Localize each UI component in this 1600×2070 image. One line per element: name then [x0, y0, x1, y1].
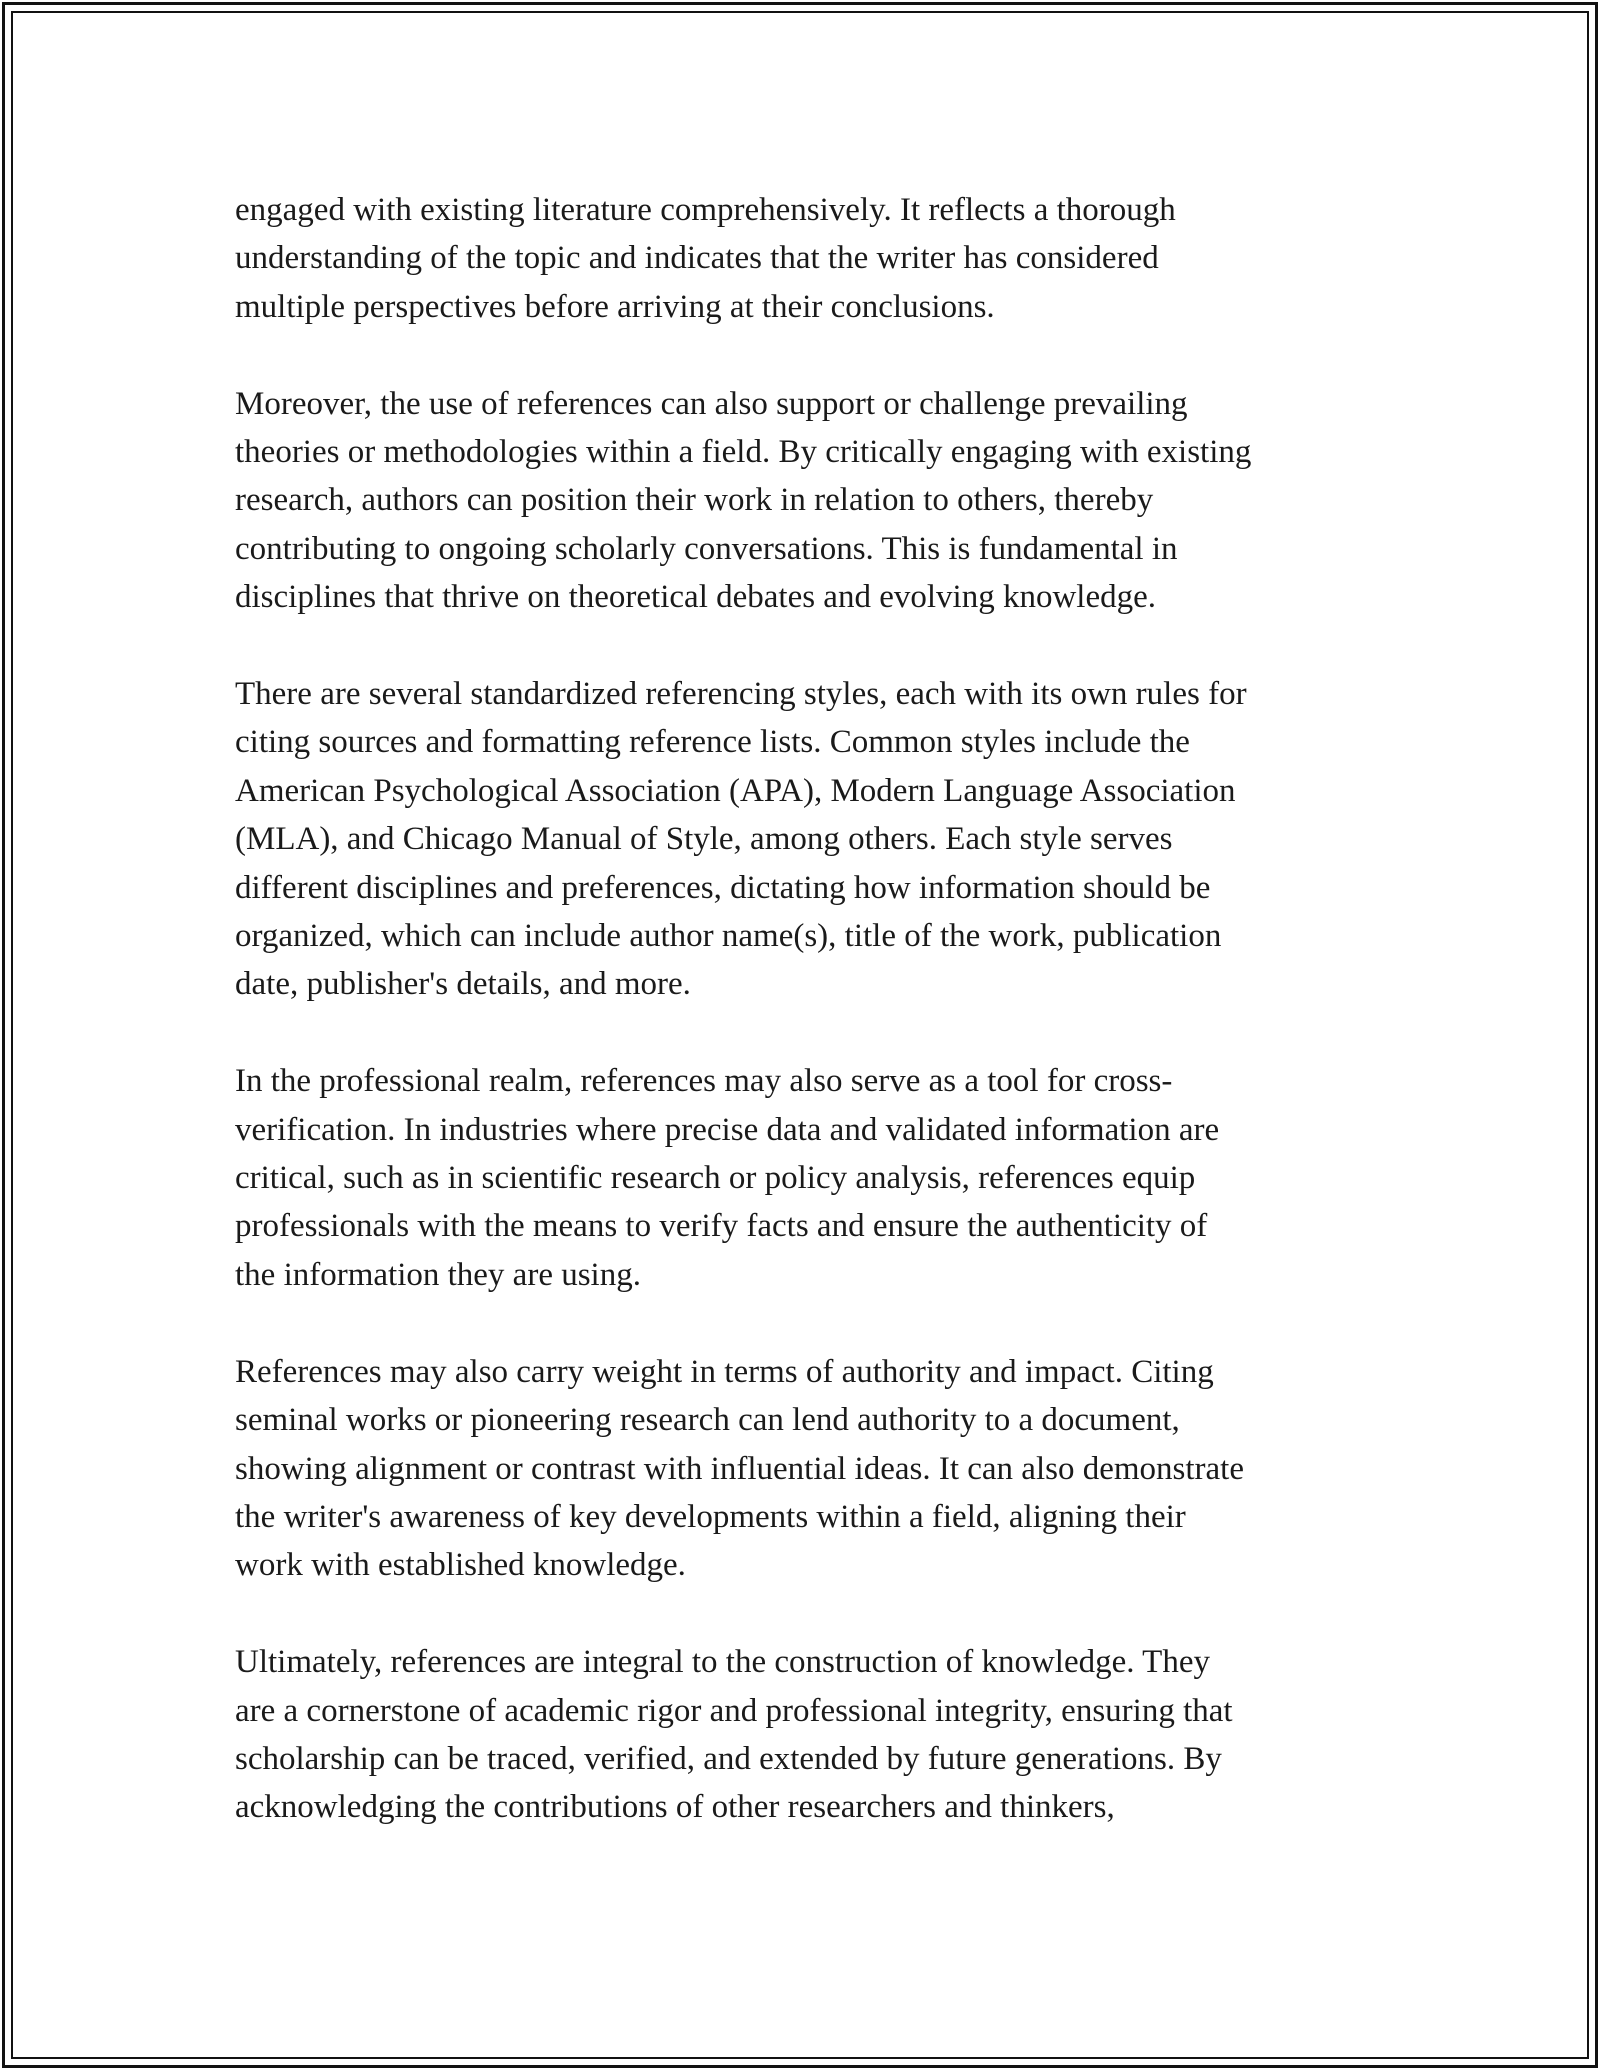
- paragraph-3: [235, 670, 1405, 1009]
- text-line: References may also carry weight in terms of authority and impact. Citing: [235, 1353, 1214, 1390]
- text-line: contributing to ongoing scholarly conversations. This is fundamental in: [235, 530, 1178, 567]
- text-line: seminal works or pioneering research can lend authority to a document,: [235, 1402, 1180, 1439]
- text-line: different disciplines and preferences, dictating how information should be: [235, 869, 1211, 906]
- text-line: showing alignment or contrast with influential ideas. It can also demonstrate: [235, 1450, 1244, 1487]
- text-line: professionals with the means to verify facts and ensure the authenticity of: [235, 1208, 1208, 1245]
- paragraph-4: [235, 1057, 1405, 1299]
- text-line: Moreover, the use of references can also support or challenge prevailing: [235, 385, 1188, 422]
- text-line: theories or methodologies within a field. By critically engaging with existing: [235, 434, 1252, 471]
- paragraph-2: [235, 380, 1405, 622]
- document-body: [235, 186, 1405, 1880]
- text-line: (MLA), and Chicago Manual of Style, among others. Each style serves: [235, 821, 1173, 858]
- paragraph-5: [235, 1348, 1405, 1590]
- text-line: scholarship can be traced, verified, and extended by future generations. By: [235, 1740, 1222, 1777]
- text-line: are a cornerstone of academic rigor and professional integrity, ensuring that: [235, 1692, 1233, 1729]
- text-line: understanding of the topic and indicates that the writer has considered: [235, 240, 1159, 277]
- paragraph-6: [235, 1638, 1405, 1832]
- text-line: engaged with existing literature comprehensively. It reflects a thorough: [235, 192, 1176, 228]
- paragraph-1: [235, 186, 1405, 331]
- text-line: Ultimately, references are integral to the construction of knowledge. They: [235, 1644, 1210, 1681]
- text-line: There are several standardized referencing styles, each with its own rules for: [235, 676, 1247, 713]
- text-line: verification. In industries where precise data and validated information are: [235, 1111, 1220, 1148]
- text-line: In the professional realm, references may also serve as a tool for cross-: [235, 1063, 1173, 1100]
- text-line: multiple perspectives before arriving at their conclusions.: [235, 288, 995, 325]
- text-line: disciplines that thrive on theoretical debates and evolving knowledge.: [235, 579, 1156, 616]
- text-line: acknowledging the contributions of other researchers and thinkers,: [235, 1789, 1115, 1826]
- text-line: the writer's awareness of key developments within a field, aligning their: [235, 1498, 1186, 1535]
- text-line: American Psychological Association (APA), Modern Language Association: [235, 772, 1236, 809]
- text-line: work with established knowledge.: [235, 1547, 686, 1584]
- text-line: the information they are using.: [235, 1256, 641, 1293]
- text-line: critical, such as in scientific research or policy analysis, references equip: [235, 1160, 1196, 1197]
- text-line: citing sources and formatting reference lists. Common styles include the: [235, 724, 1190, 761]
- text-line: date, publisher's details, and more.: [235, 966, 691, 1003]
- text-line: organized, which can include author name(s), title of the work, publication: [235, 918, 1222, 955]
- text-line: research, authors can position their work in relation to others, thereby: [235, 482, 1154, 519]
